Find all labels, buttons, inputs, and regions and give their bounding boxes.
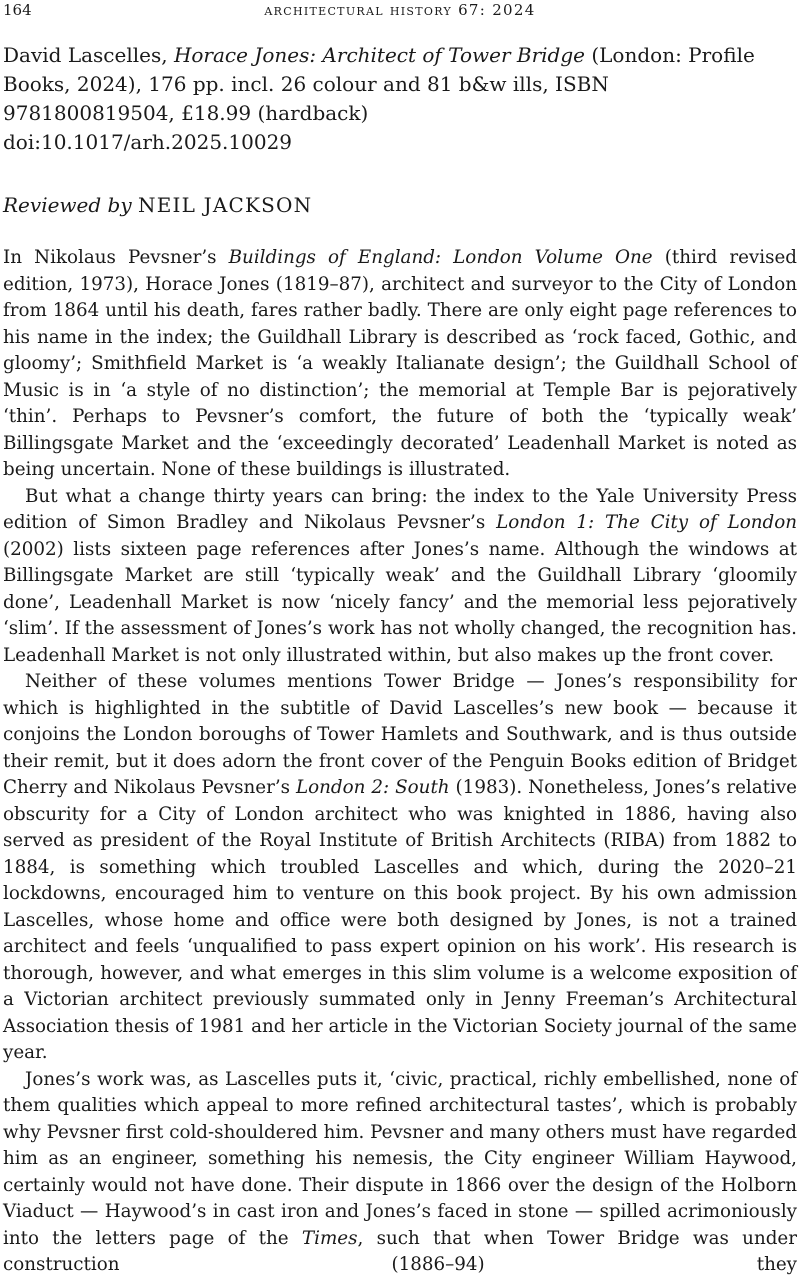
paragraph <box>3 669 797 1067</box>
text-run: , such that when Tower Bridge was under construction (1886–94) they <box>3 1227 797 1275</box>
paragraph <box>3 484 797 670</box>
reviewed-by-label: Reviewed by <box>3 193 132 217</box>
text-run: Neither of these volumes mentions Tower Bridge — Jones’s responsibility for which is highlighted in the subtitle of David Lascelles’s new book — because it conjoins the London boroughs of Tower Hamlets and Southwark, and is thus outside their remit, but it does adorn the front cover of the Penguin Books edition of Bridget Cherry and Nikolaus Pevsner’s <box>3 671 797 798</box>
text-run: (third revised edition, 1973), Horace Jones (1819–87), architect and surveyor to the City of London from 1864 until his death, fares rather badly. There are only eight page references to his name in the index; the Guildhall Library is described as ‘rock faced, Gothic, and gloomy’; Smithfield Market is ‘a weakly Italianate design’; the Guildhall School of Music is in ‘a style of no distinction’; the memorial at Temple Bar is pejoratively ‘thin’. Perhaps to Pevsner’s comfort, the future of both the ‘typically weak’ Billingsgate Market and the ‘exceedingly decorated’ Leadenhall Market is noted as being uncertain. None of these buildings is illustrated. <box>3 247 797 480</box>
journal-title: architectural history 67: 2024 <box>264 1 536 19</box>
text-run: (2002) lists sixteen page references after Jones’s name. Although the windows at Billingsgate Market are still ‘typically weak’ and the Guildhall Library ‘gloomily done’, Leadenhall Market is now ‘nicely fancy’ and the memorial less pejoratively ‘slim’. If the assessment of Jones’s work has not wholly changed, the recognition has. Leadenhall Market is not only illustrated within, but also makes up the front cover. <box>3 538 797 666</box>
reviewer-line <box>3 191 312 220</box>
book-title: Horace Jones: Architect of Tower Bridge <box>173 43 585 67</box>
review-body <box>3 245 797 1279</box>
reviewer-name: NEIL JACKSON <box>138 193 313 217</box>
italic-title: Buildings of England: London Volume One <box>228 247 653 268</box>
italic-title: Times <box>301 1227 358 1249</box>
book-author: David Lascelles, <box>3 43 174 67</box>
running-head <box>0 0 800 26</box>
italic-title: London 2: South <box>296 777 450 798</box>
book-citation <box>3 41 763 157</box>
paragraph <box>3 1067 797 1279</box>
page-number: 164 <box>3 1 32 19</box>
text-run: Jones’s work was, as Lascelles puts it, ‘civic, practical, richly embellished, none of them qualities which appeal to more refined architectural tastes’, which is probably why Pevsner first cold-shouldered him. Pevsner and many others must have regarded him as an engineer, something his nemesis, the City engineer William Haywood, certainly would not have done. Their dispute in 1866 over the design of the Holborn Viaduct — Haywood’s in cast iron and Jones’s faced in stone — spilled acrimoniously into the letters page of the <box>3 1068 797 1249</box>
doi: doi:10.1017/arh.2025.10029 <box>3 130 293 154</box>
text-run: (1983). Nonetheless, Jones’s relative obscurity for a City of London architect who was knighted in 1886, having also served as president of the Royal Institute of British Architects (RIBA) from 1882 to 1884, is something which troubled Lascelles and which, during the 2020–21 lockdowns, encouraged him to venture on this book project. By his own admission Lascelles, whose home and office were both designed by Jones, is not a trained architect and feels ‘unqualified to pass expert opinion on his work’. His research is thorough, however, and what emerges in this slim volume is a welcome exposition of a Victorian architect previously summated only in Jenny Freeman’s Architectural Association thesis of 1981 and her article in the Victorian Society journal of the same year. <box>3 777 797 1063</box>
text-run: But what a change thirty years can bring: the index to the Yale University Press edition of Simon Bradley and Nikolaus Pevsner’s <box>3 485 797 533</box>
paragraph <box>3 245 797 484</box>
text-run: In Nikolaus Pevsner’s <box>3 247 229 268</box>
italic-title: London 1: The City of London <box>496 512 798 533</box>
book-details: (London: Profile Books, 2024), 176 pp. incl. 26 colour and 81 b&w ills, ISBN 9781800819504, £18.99 (hardback) <box>3 43 755 125</box>
